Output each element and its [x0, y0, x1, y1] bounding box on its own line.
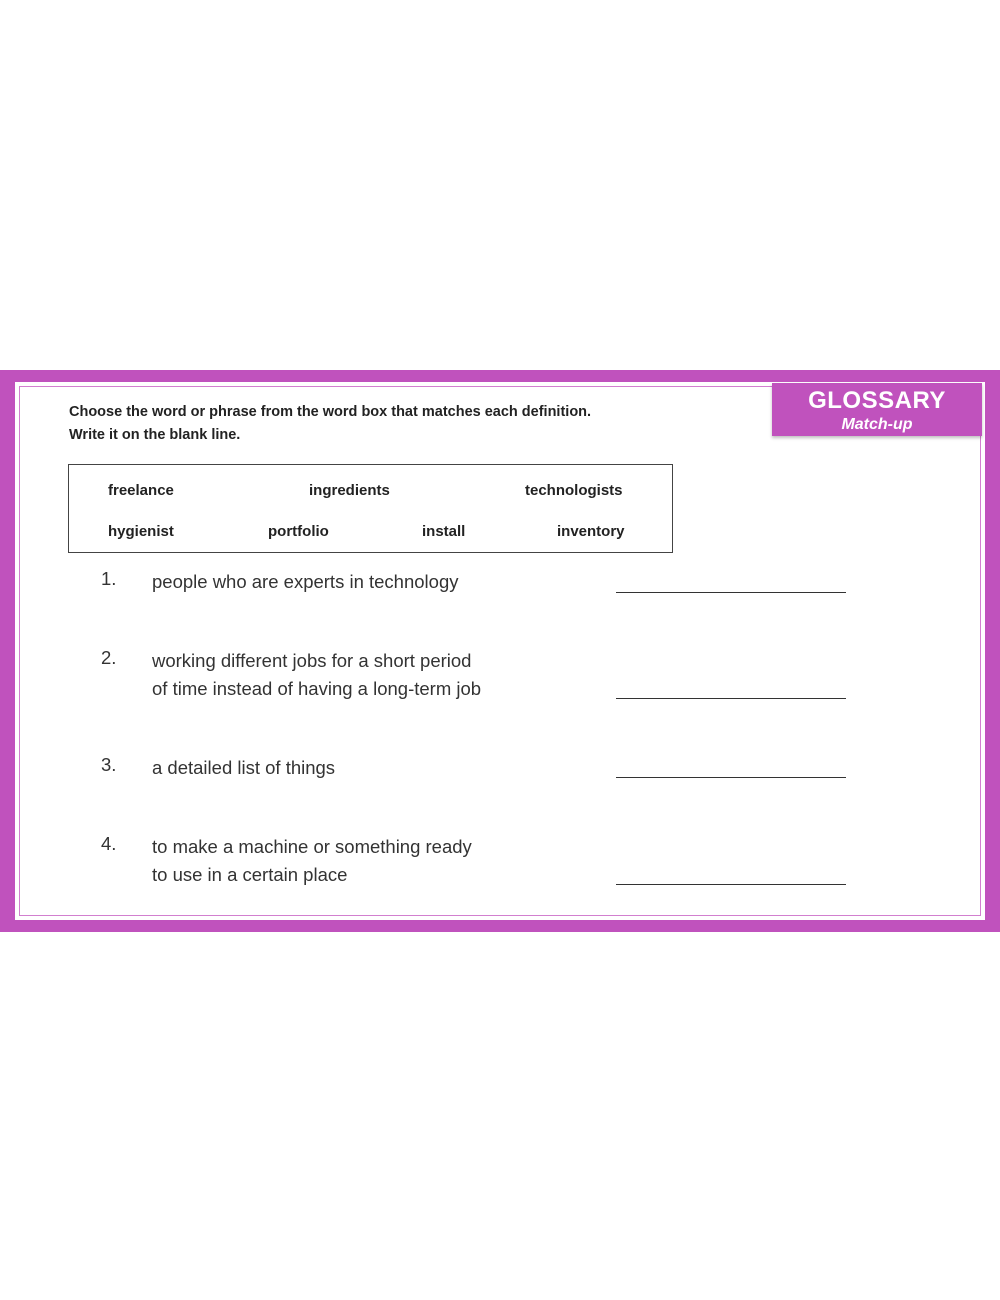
answer-blank-4[interactable]	[616, 884, 846, 885]
item-text	[152, 568, 458, 596]
item-text-line: to use in a certain place	[152, 864, 348, 885]
item-number: 1.	[101, 568, 117, 589]
word-box	[68, 464, 673, 553]
item-text-line: people who are experts in technology	[152, 571, 459, 592]
item-text-line: working different jobs for a short period	[152, 650, 472, 671]
answer-blank-3[interactable]	[616, 777, 846, 778]
word-ingredients: ingredients	[309, 482, 390, 499]
item-text-line: a detailed list of things	[152, 757, 336, 778]
item-number: 2.	[101, 647, 117, 668]
instructions	[69, 401, 749, 447]
word-inventory: inventory	[557, 523, 625, 540]
word-freelance: freelance	[108, 482, 174, 499]
item-number: 3.	[101, 754, 117, 775]
instructions-line-1: Choose the word or phrase from the word box that matches each definition.	[69, 404, 592, 420]
glossary-badge	[772, 383, 982, 436]
item-text-line: of time instead of having a long-term job	[152, 678, 482, 699]
word-technologists: technologists	[525, 482, 623, 499]
answer-blank-2[interactable]	[616, 698, 846, 699]
word-install: install	[422, 523, 466, 540]
badge-title: GLOSSARY	[808, 387, 946, 414]
item-text	[152, 833, 472, 889]
word-portfolio: portfolio	[268, 523, 329, 540]
item-text	[152, 754, 335, 782]
instructions-line-2: Write it on the blank line.	[69, 427, 241, 443]
word-hygienist: hygienist	[108, 523, 174, 540]
answer-blank-1[interactable]	[616, 592, 846, 593]
worksheet-frame	[0, 370, 1000, 932]
item-text-line: to make a machine or something ready	[152, 836, 472, 857]
item-number: 4.	[101, 833, 117, 854]
badge-subtitle: Match-up	[841, 416, 913, 433]
item-text	[152, 647, 481, 703]
